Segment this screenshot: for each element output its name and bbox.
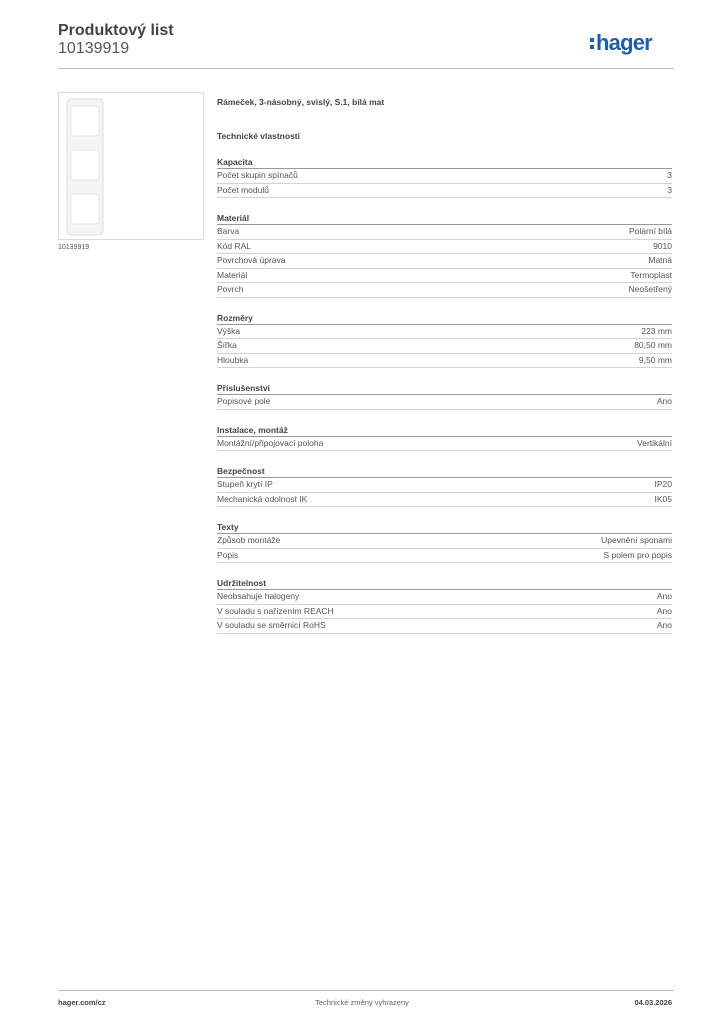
spec-value: IP20 [654,479,672,489]
spec-label: Povrchová úprava [217,255,286,265]
section-heading: Technické vlastnosti [217,131,300,141]
product-image [58,92,204,240]
spec-row [217,354,672,369]
spec-row [217,269,672,284]
spec-group [217,465,672,507]
spec-value: 9010 [653,240,672,251]
spec-label: Popisové pole [217,396,271,406]
spec-row [217,240,672,255]
spec-value: Ano [656,605,672,616]
spec-group-title: Texty [217,521,672,534]
spec-row [217,169,672,184]
logo-dot-bottom [590,45,594,49]
spec-label: Způsob montáže [217,535,281,545]
spec-label: V souladu s nařízením REACH [217,605,334,616]
document-number: 10139919 [58,40,130,57]
spec-label: Stupeň krytí IP [217,479,273,489]
spec-label: Barva [217,226,240,236]
spec-group [217,212,672,298]
logo-dot-top [590,38,594,42]
hager-logo [588,28,672,58]
spec-label: V souladu se směrnicí RoHS [217,620,326,630]
spec-group-title: Příslušenství [217,382,672,395]
specification-content [217,96,672,634]
spec-value: Ano [656,591,672,601]
footer-website: hager.com/cz [58,998,106,1007]
product-name: Rámeček, 3-násobný, svislý, S.1, bílá mat [217,97,385,107]
spec-label: Neobsahuje halogeny [217,591,300,601]
logo-wordmark: hager [596,30,652,55]
spec-row [217,339,672,354]
spec-group-title: Udržitelnost [217,577,672,590]
document-title: Produktový list [58,22,174,39]
spec-value: Neošetřený [628,284,672,294]
spec-label: Kód RAL [217,240,252,251]
spec-row [217,437,672,452]
spec-group [217,382,672,410]
spec-value: 223 mm [641,325,672,336]
spec-row [217,619,672,634]
spec-value: S polem pro popis [603,549,672,560]
spec-value: 3 [667,170,672,180]
footer-date: 04.03.2026 [634,998,672,1007]
spec-row [217,225,672,240]
spec-value: Polární bílá [629,226,672,236]
spec-row [217,549,672,564]
spec-value: Vertikální [637,437,672,448]
footer-divider [58,990,674,991]
spec-label: Povrch [217,284,244,294]
spec-value: Ano [656,620,672,630]
spec-label: Materiál [217,269,248,280]
spec-row [217,534,672,549]
spec-row [217,395,672,410]
spec-row [217,184,672,199]
page-header [58,22,674,70]
spec-group [217,521,672,563]
spec-row [217,605,672,620]
spec-value: Upevnění sponami [601,535,672,545]
spec-label: Montážní/připojovací poloha [217,437,324,448]
spec-group [217,577,672,634]
spec-row [217,283,672,298]
spec-group-title: Bezpečnost [217,465,672,478]
spec-group [217,424,672,452]
spec-value: Matná [648,255,672,265]
spec-label: Výška [217,325,241,336]
spec-value: 3 [667,184,672,195]
spec-label: Šířka [217,340,237,350]
spec-label: Mechanická odolnost IK [217,493,308,504]
spec-group-title: Instalace, montáž [217,424,672,437]
product-image-caption: 10139919 [58,244,90,251]
spec-label: Hloubka [217,354,249,365]
frame-3-gang-vertical-icon [59,93,205,241]
spec-value: Termoplast [630,269,672,280]
spec-groups [217,156,672,634]
footer-disclaimer: Technické změny vyhrazeny [315,998,409,1007]
spec-value: 9,50 mm [638,354,672,365]
spec-row [217,254,672,269]
spec-group-title: Rozměry [217,312,672,325]
spec-group [217,312,672,369]
spec-label: Počet skupin spínačů [217,170,298,180]
spec-group [217,156,672,198]
spec-row [217,590,672,605]
spec-group-title: Kapacita [217,156,672,169]
header-divider [58,68,674,69]
spec-label: Počet modulů [217,184,269,195]
spec-value: IK05 [654,493,672,504]
spec-row [217,493,672,508]
spec-group-title: Materiál [217,212,672,225]
spec-row [217,478,672,493]
spec-row [217,325,672,340]
spec-label: Popis [217,549,239,560]
spec-value: Ano [656,396,672,406]
spec-value: 80,50 mm [634,340,672,350]
